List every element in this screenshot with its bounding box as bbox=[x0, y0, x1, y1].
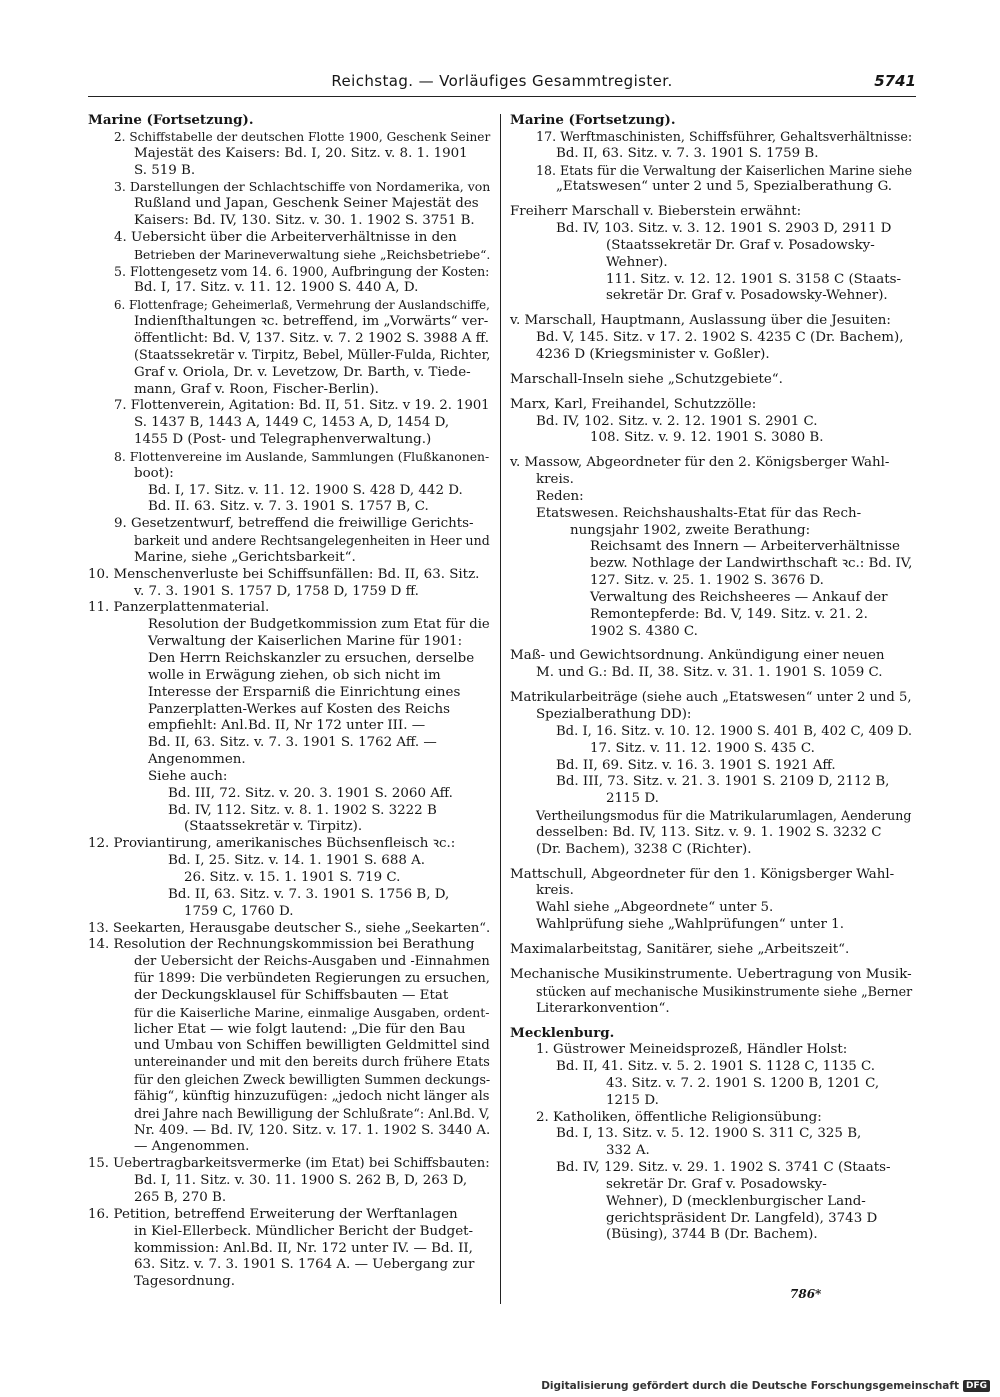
index-line: Maß- und Gewichtsordnung. Ankündigung einer neuen bbox=[510, 648, 885, 664]
index-line: (Staatssekretär v. Tirpitz, Bebel, Müller-Fulda, Richter, bbox=[134, 347, 491, 363]
index-line: für den gleichen Zweck bewilligten Summen deckungs- bbox=[134, 1072, 491, 1088]
index-line: Marine (Fortsetzung). bbox=[88, 112, 254, 128]
index-line: Bd. II, 63. Sitz. v. 7. 3. 1901 S. 1762 Aff. — bbox=[148, 735, 437, 751]
index-line: sekretär Dr. Graf v. Posadowsky-Wehner). bbox=[606, 288, 888, 304]
index-line: Wehner). bbox=[606, 254, 668, 270]
index-line: Mechanische Musikinstrumente. Uebertragung von Musik- bbox=[510, 966, 912, 982]
index-line: Bd. II, 69. Sitz. v. 16. 3. 1901 S. 1921 Aff. bbox=[556, 757, 836, 773]
index-line: licher Etat — wie folgt lautend: „Die für den Bau bbox=[134, 1021, 466, 1037]
index-line: für 1899: Die verbündeten Regierungen zu ersuchen, bbox=[134, 971, 490, 987]
index-line: (Dr. Bachem), 3238 C (Richter). bbox=[536, 841, 752, 857]
index-line: Spezialberathung DD): bbox=[536, 707, 692, 722]
index-line: (Staatssekretär Dr. Graf v. Posadowsky- bbox=[606, 237, 875, 253]
footer-credit: Digitalisierung gefördert durch die Deutsche Forschungsgemeinschaft bbox=[541, 1380, 959, 1392]
index-line: stücken auf mechanische Musikinstrumente siehe „Berner bbox=[536, 983, 913, 999]
index-line: Etatswesen. Reichshaushalts-Etat für das Rech- bbox=[536, 505, 862, 521]
index-line: kommission: Anl.Bd. II, Nr. 172 unter IV. — Bd. II, bbox=[134, 1240, 473, 1256]
index-line: öffentlicht: Bd. V, 137. Sitz. v. 7. 2 1902 S. 3988 A ff. bbox=[134, 330, 489, 346]
index-line: Bd. III, 73. Sitz. v. 21. 3. 1901 S. 2109 D, 2112 B, bbox=[556, 774, 890, 790]
index-line: Remontepferde: Bd. V, 149. Sitz. v. 21. 2. bbox=[590, 606, 868, 622]
index-line: gerichtspräsident Dr. Langfeld), 3743 D bbox=[606, 1210, 878, 1226]
index-line: 18. Etats für die Verwaltung der Kaiserlichen Marine siehe bbox=[536, 162, 913, 178]
index-line: 127. Sitz. v. 25. 1. 1902 S. 3676 D. bbox=[590, 573, 824, 589]
index-line: 1759 C, 1760 D. bbox=[184, 903, 294, 919]
index-line: 1. Güstrower Meineidsprozeß, Händler Holst: bbox=[536, 1042, 848, 1058]
index-line: 1455 D (Post- und Telegraphenverwaltung.) bbox=[134, 432, 432, 448]
index-line: kreis. bbox=[536, 883, 574, 899]
index-line: 17. Sitz. v. 11. 12. 1900 S. 435 C. bbox=[590, 740, 815, 756]
page-header bbox=[88, 72, 916, 94]
left-column bbox=[88, 112, 490, 1291]
index-line: Vertheilungsmodus für die Matrikularumlagen, Aenderung bbox=[536, 808, 912, 824]
index-line: 3. Darstellungen der Schlachtschiffe von Nordamerika, von bbox=[114, 179, 491, 195]
index-line: 11. Panzerplattenmaterial. bbox=[88, 600, 270, 616]
index-line: desselben: Bd. IV, 113. Sitz. v. 9. 1. 1902 S. 3232 C bbox=[536, 824, 882, 840]
index-line: Verwaltung der Kaiserlichen Marine für 1901: bbox=[148, 634, 463, 650]
index-line: Bd. II, 63. Sitz. v. 7. 3. 1901 S. 1759 B. bbox=[556, 145, 819, 161]
index-line: wolle in Erwägung ziehen, ob sich nicht im bbox=[148, 667, 441, 683]
index-line: 16. Petition, betreffend Erweiterung der Werftanlagen bbox=[88, 1206, 458, 1222]
index-line: in Kiel-Ellerbeck. Mündlicher Bericht der Budget- bbox=[134, 1223, 474, 1239]
index-line: untereinander und mit den bereits durch frühere Etats bbox=[134, 1055, 490, 1071]
index-line: 5. Flottengesetz vom 14. 6. 1900, Aufbringung der Kosten: bbox=[114, 263, 490, 279]
index-line: Graf v. Oriola, Dr. v. Levetzow, Dr. Barth, v. Tiede- bbox=[134, 364, 471, 380]
index-line: v. Massow, Abgeordneter für den 2. Königsberger Wahl- bbox=[510, 455, 890, 471]
page-number: 5741 bbox=[874, 72, 916, 90]
index-line: Bd. IV, 129. Sitz. v. 29. 1. 1902 S. 3741 C (Staats- bbox=[556, 1160, 891, 1176]
right-column bbox=[510, 112, 912, 1244]
index-line: „Etatswesen“ unter 2 und 5, Spezialberathung G. bbox=[556, 179, 893, 195]
index-line: v. 7. 3. 1901 S. 1757 D, 1758 D, 1759 D ff. bbox=[134, 583, 419, 599]
index-line: Indienſthaltungen ꝛc. betreffend, im „Vorwärts“ ver- bbox=[134, 314, 489, 330]
index-line: Matrikularbeiträge (siehe auch „Etatswesen“ unter 2 und 5, bbox=[510, 690, 912, 706]
index-line: 111. Sitz. v. 12. 12. 1901 S. 3158 C (Staats- bbox=[606, 271, 901, 287]
index-line: Bd. IV, 102. Sitz. v. 2. 12. 1901 S. 2901 C. bbox=[536, 413, 818, 429]
index-line: Marx, Karl, Freihandel, Schutzzölle: bbox=[510, 396, 757, 412]
index-line: bezw. Nothlage der Landwirthschaft ꝛc.: Bd. IV, bbox=[590, 556, 913, 572]
index-line: Mattschull, Abgeordneter für den 1. Königsberger Wahl- bbox=[510, 866, 895, 882]
index-line: 43. Sitz. v. 7. 2. 1901 S. 1200 B, 1201 C, bbox=[606, 1075, 880, 1091]
index-line: (Büsing), 3744 B (Dr. Bachem). bbox=[606, 1227, 818, 1243]
index-line: 332 A. bbox=[606, 1143, 650, 1159]
index-line: Literarkonvention“. bbox=[536, 1000, 670, 1016]
index-line: Marine (Fortsetzung). bbox=[510, 112, 676, 128]
index-line: 2115 D. bbox=[606, 791, 659, 807]
index-line: Resolution der Budgetkommission zum Etat für die bbox=[148, 617, 490, 633]
footer bbox=[541, 1378, 990, 1394]
index-line: kreis. bbox=[536, 472, 574, 488]
index-line: 4236 D (Kriegsminister v. Goßler). bbox=[536, 346, 770, 362]
index-line: 12. Proviantirung, amerikanisches Büchsenfleisch ꝛc.: bbox=[88, 836, 456, 852]
index-line: Bd. I, 16. Sitz. v. 10. 12. 1900 S. 401 B, 402 C, 409 D. bbox=[556, 723, 913, 739]
index-line: Bd. V, 145. Sitz. v 17. 2. 1902 S. 4235 C (Dr. Bachem), bbox=[536, 330, 904, 346]
index-line: und Umbau von Schiffen bewilligten Geldmittel sind bbox=[134, 1038, 490, 1054]
index-line: — Angenommen. bbox=[134, 1139, 250, 1155]
index-line: Bd. I, 17. Sitz. v. 11. 12. 1900 S. 440 A, D. bbox=[134, 280, 419, 296]
index-line: Maximalarbeitstag, Sanitärer, siehe „Arbeitszeit“. bbox=[510, 941, 850, 957]
index-line: 1215 D. bbox=[606, 1092, 659, 1108]
index-line: (Staatssekretär v. Tirpitz). bbox=[184, 819, 363, 835]
index-line: der Deckungsklausel für Schiffsbauten — Etat bbox=[134, 987, 449, 1003]
index-line: boot): bbox=[134, 465, 174, 481]
index-line: 265 B, 270 B. bbox=[134, 1190, 227, 1205]
index-line: Reichsamt des Innern — Arbeiterverhältnisse bbox=[590, 539, 900, 555]
header-rule bbox=[88, 96, 916, 97]
index-line: 26. Sitz. v. 15. 1. 1901 S. 719 C. bbox=[184, 869, 401, 885]
index-line: Verwaltung des Reichsheeres — Ankauf der bbox=[590, 589, 888, 605]
index-line: Wahlprüfung siehe „Wahlprüfungen“ unter 1. bbox=[536, 917, 844, 933]
sheet-signature: 786* bbox=[790, 1287, 822, 1301]
index-line: 8. Flottenvereine im Auslande, Sammlungen (Flußkanonen- bbox=[114, 448, 490, 464]
index-line: 10. Menschenverluste bei Schiffsunfällen: Bd. II, 63. Sitz. bbox=[88, 566, 480, 582]
index-line: S. 1437 B, 1443 A, 1449 C, 1453 A, D, 1454 D, bbox=[134, 415, 450, 431]
index-line: Bd. I, 17. Sitz. v. 11. 12. 1900 S. 428 D, 442 D. bbox=[148, 482, 463, 498]
index-line: 7. Flottenverein, Agitation: Bd. II, 51. Sitz. v 19. 2. 1901 bbox=[114, 398, 490, 414]
index-line: Kaisers: Bd. IV, 130. Sitz. v. 30. 1. 1902 S. 3751 B. bbox=[134, 213, 475, 229]
index-line: 1902 S. 4380 C. bbox=[590, 623, 698, 639]
index-line: 6. Flottenfrage; Geheimerlaß, Vermehrung der Auslandschiffe, bbox=[114, 298, 490, 313]
index-line: Betrieben der Marineverwaltung siehe „Reichsbetriebe“. bbox=[134, 247, 491, 262]
index-line: Bd. IV, 103. Sitz. v. 3. 12. 1901 S. 2903 D, 2911 D bbox=[556, 221, 892, 237]
index-line: 63. Sitz. v. 7. 3. 1901 S. 1764 A. — Uebergang zur bbox=[134, 1257, 475, 1273]
index-line: Bd. IV, 112. Sitz. v. 8. 1. 1902 S. 3222 B bbox=[168, 802, 437, 818]
index-line: 15. Uebertragbarkeitsvermerke (im Etat) bei Schiffsbauten: bbox=[88, 1156, 490, 1172]
index-line: Wehner), D (mecklenburgischer Land- bbox=[606, 1193, 866, 1209]
index-line: Bd. II, 63. Sitz. v. 7. 3. 1901 S. 1756 B, D, bbox=[168, 886, 450, 902]
index-line: Siehe auch: bbox=[148, 768, 228, 784]
column-divider bbox=[500, 114, 501, 1304]
index-line: Angenommen. bbox=[148, 752, 246, 768]
index-line: der Uebersicht der Reichs-Ausgaben und -Einnahmen bbox=[134, 954, 490, 970]
index-line: 2. Katholiken, öffentliche Religionsübung: bbox=[536, 1109, 822, 1125]
index-line: Wahl siehe „Abgeordnete“ unter 5. bbox=[536, 900, 774, 916]
index-line: 17. Werftmaschinisten, Schiffsführer, Gehaltsverhältnisse: bbox=[536, 128, 913, 144]
index-line: barkeit und andere Rechtsangelegenheiten in Heer und bbox=[134, 533, 490, 549]
index-line: sekretär Dr. Graf v. Posadowsky- bbox=[606, 1176, 827, 1192]
index-line: Bd. I, 25. Sitz. v. 14. 1. 1901 S. 688 A. bbox=[168, 853, 426, 869]
index-line: Nr. 409. — Bd. IV, 120. Sitz. v. 17. 1. 1902 S. 3440 A. bbox=[134, 1122, 491, 1138]
index-line: 108. Sitz. v. 9. 12. 1901 S. 3080 B. bbox=[590, 430, 824, 446]
index-line: Freiherr Marschall v. Bieberstein erwähnt: bbox=[510, 204, 802, 220]
index-line: Bd. III, 72. Sitz. v. 20. 3. 1901 S. 2060 Aff. bbox=[168, 785, 453, 801]
running-title: Reichstag. — Vorläufiges Gesammtregister. bbox=[331, 72, 673, 90]
index-line: Bd. II. 63. Sitz. v. 7. 3. 1901 S. 1757 B, C. bbox=[148, 499, 429, 515]
index-line: Rußland und Japan, Geschenk Seiner Majestät des bbox=[134, 196, 479, 212]
index-line: Marschall-Inseln siehe „Schutzgebiete“. bbox=[510, 371, 783, 387]
index-line: Tagesordnung. bbox=[134, 1274, 235, 1290]
index-line: mann, Graf v. Roon, Fischer-Berlin). bbox=[134, 381, 379, 397]
index-line: 14. Resolution der Rechnungskommission bei Berathung bbox=[88, 937, 475, 953]
index-line: 9. Gesetzentwurf, betreffend die freiwillige Gerichts- bbox=[114, 516, 474, 532]
index-line: 4. Uebersicht über die Arbeiterverhältnisse in den bbox=[114, 229, 457, 245]
index-line: M. und G.: Bd. II, 38. Sitz. v. 31. 1. 1901 S. 1059 C. bbox=[536, 665, 883, 681]
index-line: fähig“, künftig hinzuzufügen: „jedoch nicht länger als bbox=[134, 1088, 490, 1104]
index-line: Majestät des Kaisers: Bd. I, 20. Sitz. v. 8. 1. 1901 bbox=[134, 145, 468, 161]
index-line: Interesse der Ersparniß die Einrichtung eines bbox=[148, 684, 461, 700]
index-line: drei Jahre nach Bewilligung der Schlußrate“: Anl.Bd. V, bbox=[134, 1105, 490, 1121]
index-line: Den Herrn Reichskanzler zu ersuchen, derselbe bbox=[148, 651, 475, 666]
index-line: 2. Schiffstabelle der deutschen Flotte 1900, Geschenk Seiner bbox=[114, 129, 491, 144]
dfg-logo: DFG bbox=[963, 1380, 990, 1392]
index-line: Bd. I, 11. Sitz. v. 30. 11. 1900 S. 262 B, D, 263 D, bbox=[134, 1173, 468, 1189]
index-line: Panzerplatten-Werkes auf Kosten des Reichs bbox=[148, 701, 450, 717]
index-line: Bd. II, 41. Sitz. v. 5. 2. 1901 S. 1128 C, 1135 C. bbox=[556, 1059, 876, 1075]
index-line: S. 519 B. bbox=[134, 162, 196, 178]
index-line: nungsjahr 1902, zweite Berathung: bbox=[570, 522, 811, 538]
index-line: 13. Seekarten, Herausgabe deutscher S., siehe „Seekarten“. bbox=[88, 920, 491, 936]
index-line: v. Marschall, Hauptmann, Auslassung über die Jesuiten: bbox=[510, 313, 891, 329]
index-line: Marine, siehe „Gerichtsbarkeit“. bbox=[134, 549, 356, 565]
index-line: Bd. I, 13. Sitz. v. 5. 12. 1900 S. 311 C, 325 B, bbox=[556, 1126, 862, 1142]
index-line: für die Kaiserliche Marine, einmalige Ausgaben, ordent- bbox=[134, 1004, 490, 1020]
index-line: empfiehlt: Anl.Bd. II, Nr 172 unter III. — bbox=[148, 718, 426, 734]
index-line: Mecklenburg. bbox=[510, 1025, 615, 1042]
index-line: Reden: bbox=[536, 488, 584, 504]
